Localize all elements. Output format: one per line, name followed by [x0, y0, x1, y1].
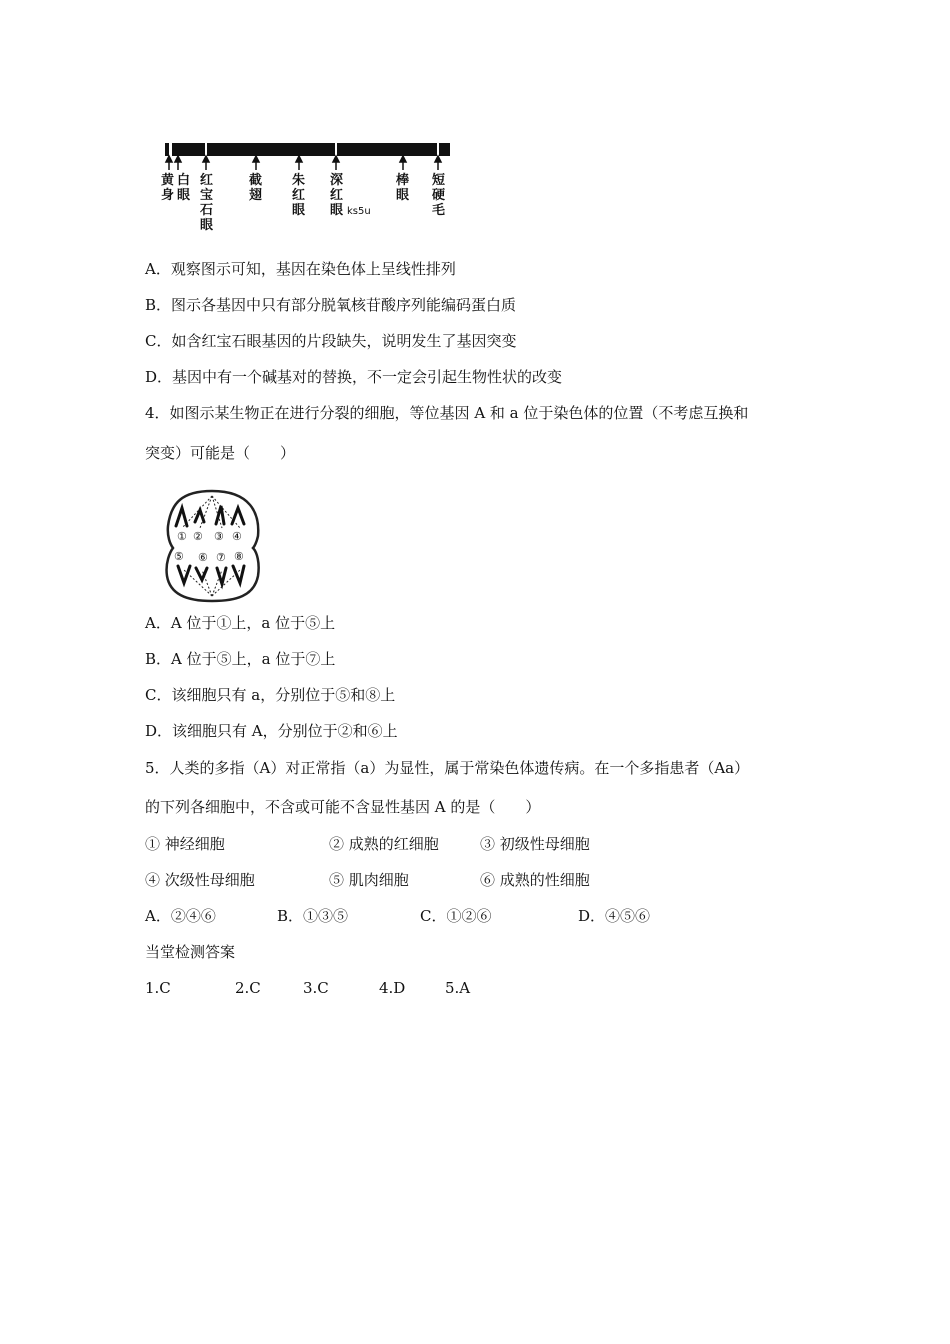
q4-option-d: D．该细胞只有 A，分别位于②和⑥上 [145, 722, 398, 740]
gene-label-cut-wing: 截翅 [248, 173, 262, 203]
cell-label-3: ③ [214, 530, 224, 543]
cell-label-2: ② [193, 530, 203, 543]
q4-option-a: A．A 位于①上，a 位于⑤上 [145, 614, 336, 632]
answer-3: 3.C [303, 979, 329, 997]
q3-option-d: D．基因中有一个碱基对的替换，不一定会引起生物性状的改变 [145, 368, 563, 386]
gene-label-bar-eye: 棒眼 [395, 173, 409, 203]
answers-title: 当堂检测答案 [145, 943, 236, 961]
gene-label-ruby-eye: 红宝石眼 [199, 173, 213, 233]
q5-item-5: ⑤ 肌肉细胞 [329, 871, 409, 889]
q4-option-b: B．A 位于⑤上，a 位于⑦上 [145, 650, 336, 668]
gene-label-yellow-body: 黄身 [160, 173, 174, 203]
q3-option-a: A．观察图示可知，基因在染色体上呈线性排列 [145, 260, 456, 278]
gene-label-white-eye: 白眼 [176, 173, 190, 203]
cell-label-8: ⑧ [234, 550, 244, 563]
q5-item-4: ④ 次级性母细胞 [145, 871, 255, 889]
cell-label-5: ⑤ [174, 550, 184, 563]
answer-4: 4.D [379, 979, 406, 997]
q4-stem-line2: 突变）可能是（ ） [145, 444, 296, 462]
gene-label-crimson-eye: 深红眼 [329, 173, 343, 218]
chromosome-gene-map [150, 140, 460, 233]
answer-5: 5.A [445, 979, 471, 997]
cell-label-7: ⑦ [216, 551, 226, 564]
watermark: ks5u [347, 206, 371, 217]
q5-option-d: D．④⑤⑥ [578, 907, 651, 925]
cell-label-1: ① [177, 530, 187, 543]
q5-item-2: ② 成熟的红细胞 [329, 835, 439, 853]
q3-option-c: C．如含红宝石眼基因的片段缺失，说明发生了基因突变 [145, 332, 517, 350]
q5-item-3: ③ 初级性母细胞 [480, 835, 590, 853]
cell-diagram [160, 488, 265, 603]
chromosome-bar [150, 140, 460, 170]
gene-label-short-bristle: 短硬毛 [431, 173, 445, 218]
cell-label-6: ⑥ [198, 551, 208, 564]
cell-label-4: ④ [232, 530, 242, 543]
q5-stem-line2: 的下列各细胞中，不含或可能不含显性基因 A 的是（ ） [145, 798, 541, 816]
q5-option-a: A．②④⑥ [145, 907, 216, 925]
q3-option-b: B．图示各基因中只有部分脱氧核苷酸序列能编码蛋白质 [145, 296, 517, 314]
q5-stem-line1: 5．人类的多指（A）对正常指（a）为显性，属于常染色体遗传病。在一个多指患者（Aa） [145, 759, 750, 777]
q5-option-b: B．①③⑤ [277, 907, 349, 925]
q4-option-c: C．该细胞只有 a，分别位于⑤和⑧上 [145, 686, 396, 704]
dividing-cell-figure [160, 488, 265, 603]
q4-stem-line1: 4．如图示某生物正在进行分裂的细胞，等位基因 A 和 a 位于染色体的位置（不考虑互换和 [145, 404, 749, 422]
q5-option-c: C．①②⑥ [420, 907, 492, 925]
answer-1: 1.C [145, 979, 171, 997]
gene-label-vermilion-eye: 朱红眼 [291, 173, 305, 218]
q5-item-6: ⑥ 成熟的性细胞 [480, 871, 590, 889]
q5-item-1: ① 神经细胞 [145, 835, 225, 853]
answer-2: 2.C [235, 979, 261, 997]
